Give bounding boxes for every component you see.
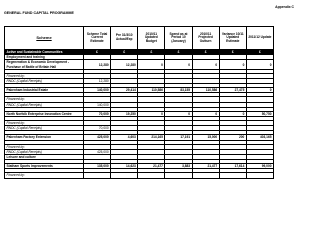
value-cell: 3,883 [165, 164, 192, 169]
value-cell [138, 173, 165, 178]
value-cell: 214,165 [138, 135, 165, 140]
scheme-cell: Regeneration & Economic Development - Purchase of Battle of Britain Hall [5, 60, 84, 69]
value-cell: 0 [165, 60, 192, 69]
value-cell: 0 [219, 60, 246, 69]
scheme-cell: Pakenham Factory Extension [5, 135, 84, 140]
scheme-cell: RNDC (Capital Receipts) [5, 102, 84, 107]
value-cell: 425,000 [84, 149, 111, 154]
subsection-heading: Employment and training [5, 55, 84, 60]
value-cell: 110,586 [192, 88, 219, 93]
value-cell: 99,000 [246, 164, 273, 169]
value-cell: 12,280 [111, 60, 138, 69]
value-cell: 4,603 [111, 135, 138, 140]
value-cell: 425,000 [84, 135, 111, 140]
units-cell: £ [84, 50, 111, 55]
scheme-cell: RNDC (Capital Receipts) [5, 79, 84, 84]
scheme-cell: RNDC (Capital Receipts) [5, 149, 84, 154]
column-header-variance: Variance 10/11 Updated Estimate [219, 27, 246, 50]
value-cell: 27,475 [219, 88, 246, 93]
value-cell: 12,280 [84, 79, 111, 84]
value-cell: 140,000 [84, 88, 111, 93]
scheme-cell: Leisure and culture [5, 155, 84, 160]
value-cell: 83,155 [165, 88, 192, 93]
value-cell: 29,414 [111, 88, 138, 93]
column-header-projected-outturn: 2010/11 Projected Outturn [192, 27, 219, 50]
value-cell: 17,614 [219, 164, 246, 169]
value-cell: 0 [246, 88, 273, 93]
scheme-cell: RNDC (Capital Receipts) [5, 126, 84, 131]
scheme-cell: North Norfolk Enterprise Innovation Centre [5, 111, 84, 116]
column-header-update: 2011/12 Update [246, 27, 273, 50]
value-cell: 21,477 [138, 164, 165, 169]
column-header-scheme: Scheme [5, 27, 84, 50]
column-header-spend-period: Spend as at Period 10 (January) [165, 27, 192, 50]
units-cell: £ [219, 50, 246, 55]
value-cell: 0 [165, 111, 192, 116]
scheme-cell: Financed by: [5, 121, 84, 126]
value-cell: 70,000 [84, 111, 111, 116]
value-cell [165, 173, 192, 178]
column-header-pre-actual: Pre 31/3/10 Actual/Exp [111, 27, 138, 50]
value-cell: 0 [138, 111, 165, 116]
value-cell: 110,586 [138, 88, 165, 93]
units-cell: £ [246, 50, 273, 55]
units-cell: £ [138, 50, 165, 55]
value-cell: 0 [219, 111, 246, 116]
value-cell [219, 173, 246, 178]
value-cell: 135,000 [84, 164, 111, 169]
value-cell: 403,165 [246, 135, 273, 140]
value-cell: 70,000 [84, 126, 111, 131]
table-row [5, 60, 274, 69]
units-cell: £ [165, 50, 192, 55]
scheme-cell: Financed by: [5, 97, 84, 102]
value-cell: 200 [219, 135, 246, 140]
value-cell: 14,623 [111, 164, 138, 169]
units-cell: £ [111, 50, 138, 55]
value-cell: 0 [138, 60, 165, 69]
page-title: GENERAL FUND CAPITAL PROGRAMME [4, 11, 74, 15]
value-cell: 0 [192, 60, 219, 69]
value-cell: 140,000 [84, 102, 111, 107]
scheme-cell: Financed by: [5, 144, 84, 149]
value-cell [111, 173, 138, 178]
value-cell [84, 173, 111, 178]
value-cell: 21,477 [192, 164, 219, 169]
value-cell: 0 [246, 60, 273, 69]
units-cell: Active and Sustainable Communities [5, 50, 84, 55]
table-row [5, 173, 274, 178]
value-cell: 0 [192, 111, 219, 116]
scheme-cell: Financed by: [5, 73, 84, 78]
value-cell [192, 173, 219, 178]
value-cell: 17,191 [165, 135, 192, 140]
value-cell: 50,750 [246, 111, 273, 116]
value-cell: 12,280 [84, 60, 111, 69]
scheme-cell: Pakenham Industrial Estate [5, 88, 84, 93]
value-cell [246, 173, 273, 178]
scheme-cell: Statham Sports Improvements [5, 164, 84, 169]
scheme-cell: Financed by: [5, 173, 84, 178]
column-header-total-estimate: Scheme Total Current Estimate [84, 27, 111, 50]
column-header-updated-budget: 2010/11 Updated Budget [138, 27, 165, 50]
units-cell: £ [192, 50, 219, 55]
header-row [5, 27, 274, 50]
value-cell: 19,250 [111, 111, 138, 116]
value-cell: 15,000 [192, 135, 219, 140]
capital-programme-table [4, 26, 274, 179]
appendix-label: Appendix C [275, 5, 294, 9]
